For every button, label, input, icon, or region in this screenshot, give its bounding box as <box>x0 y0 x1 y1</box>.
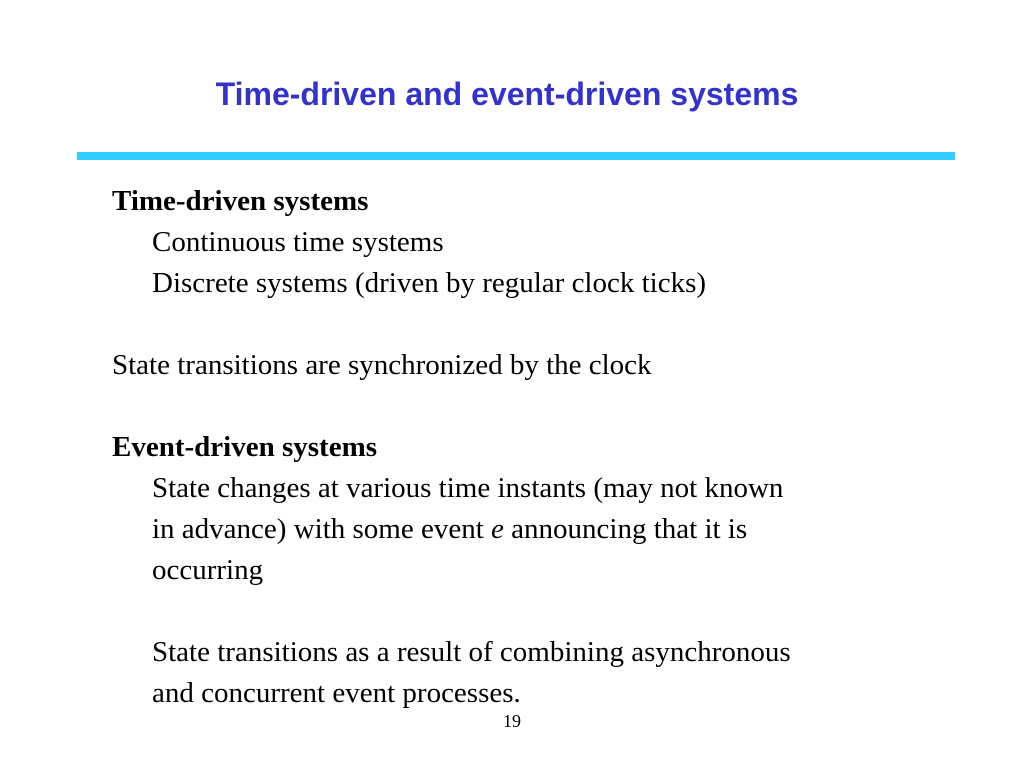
transition-line-2: and concurrent event processes. <box>152 677 521 709</box>
page-number: 19 <box>503 711 521 731</box>
desc-line-2-before: in advance) with some event <box>152 513 492 545</box>
event-driven-desc-line-2 <box>152 509 747 550</box>
time-driven-item-discrete: Discrete systems (driven by regular clock ticks) <box>152 267 707 299</box>
event-variable: e <box>491 513 504 545</box>
time-driven-item-continuous: Continuous time systems <box>152 226 444 258</box>
transition-line-1: State transitions as a result of combining asynchronous <box>152 636 791 668</box>
event-driven-heading: Event-driven systems <box>112 431 378 463</box>
event-driven-desc-line-1: State changes at various time instants (may not known <box>152 472 784 504</box>
desc-line-2-after: announcing that it is <box>503 513 748 545</box>
event-driven-desc-line-3: occurring <box>152 554 264 586</box>
time-driven-heading: Time-driven systems <box>112 185 369 217</box>
sync-statement: State transitions are synchronized by the clock <box>112 349 652 381</box>
slide-title: Time-driven and event-driven systems <box>215 76 799 112</box>
title-divider <box>77 152 955 160</box>
